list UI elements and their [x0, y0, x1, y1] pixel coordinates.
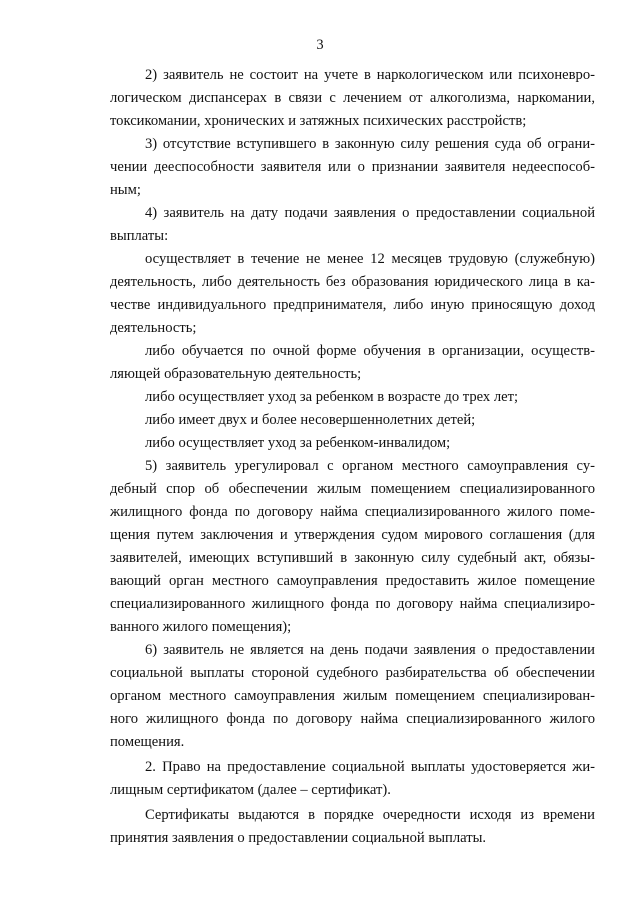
text-line: честве индивидуального предпринимателя, либо иную приносящую доход — [110, 297, 595, 313]
text-line: деятельность; — [110, 320, 197, 336]
text-line: ванного жилого помещения); — [110, 619, 292, 635]
text-line: принятия заявления о предоставлении социальной выплаты. — [110, 830, 487, 846]
page-number: 3 — [316, 37, 324, 53]
text-line: логическом диспансерах в связи с лечением от алкоголизма, наркомании, — [110, 90, 595, 106]
text-line: токсикомании, хронических и затяжных психических расстройств; — [110, 113, 527, 129]
text-line: ным; — [110, 182, 141, 198]
text-line: заявителей, имеющих вступивший в законную силу судебный акт, обязы- — [110, 550, 595, 566]
text-line: либо обучается по очной форме обучения в организации, осуществ- — [145, 343, 595, 359]
text-line: 2) заявитель не состоит на учете в наркологическом или психоневро- — [145, 67, 595, 83]
text-line: деятельность, либо деятельность без образования юридического лица в ка- — [110, 274, 595, 290]
text-line: 4) заявитель на дату подачи заявления о предоставлении социальной — [145, 205, 595, 221]
text-line: либо осуществляет уход за ребенком в возрасте до трех лет; — [145, 389, 519, 405]
text-line: ляющей образовательную деятельность; — [110, 366, 362, 382]
text-line: либо осуществляет уход за ребенком-инвалидом; — [145, 435, 451, 451]
text-line: щения путем заключения и утверждения судом мирового соглашения (для — [110, 527, 595, 543]
text-line: 2. Право на предоставление социальной выплаты удостоверяется жи- — [145, 759, 595, 775]
text-line: дебный спор об обеспечении жилым помещением специализированного — [110, 481, 595, 497]
text-line: выплаты: — [110, 228, 169, 244]
text-line: либо имеет двух и более несовершеннолетних детей; — [145, 412, 476, 428]
text-line: помещения. — [110, 734, 185, 750]
text-line: 3) отсутствие вступившего в законную силу решения суда об ограни- — [145, 136, 595, 152]
text-line: чении дееспособности заявителя или о признании заявителя недееспособ- — [110, 159, 595, 175]
text-line: Сертификаты выдаются в порядке очередности исходя из времени — [145, 807, 595, 823]
text-line: социальной выплаты стороной судебного разбирательства об обеспечении — [110, 665, 595, 681]
text-line: лищным сертификатом (далее – сертификат). — [110, 782, 391, 798]
text-line: специализированного жилищного фонда по договору найма специализиро- — [110, 596, 595, 612]
text-line: органом местного самоуправления жилым помещением специализирован- — [110, 688, 595, 704]
text-line: 6) заявитель не является на день подачи заявления о предоставлении — [145, 642, 595, 658]
text-line: осуществляет в течение не менее 12 месяцев трудовую (служебную) — [145, 251, 595, 267]
text-line: жилищного фонда по договору найма специализированного жилого поме- — [110, 504, 595, 520]
text-line: ного жилищного фонда по договору найма специализированного жилого — [110, 711, 595, 727]
text-line: вающий орган местного самоуправления предоставить жилое помещение — [110, 573, 595, 589]
text-line: 5) заявитель урегулировал с органом местного самоуправления су- — [145, 458, 595, 474]
